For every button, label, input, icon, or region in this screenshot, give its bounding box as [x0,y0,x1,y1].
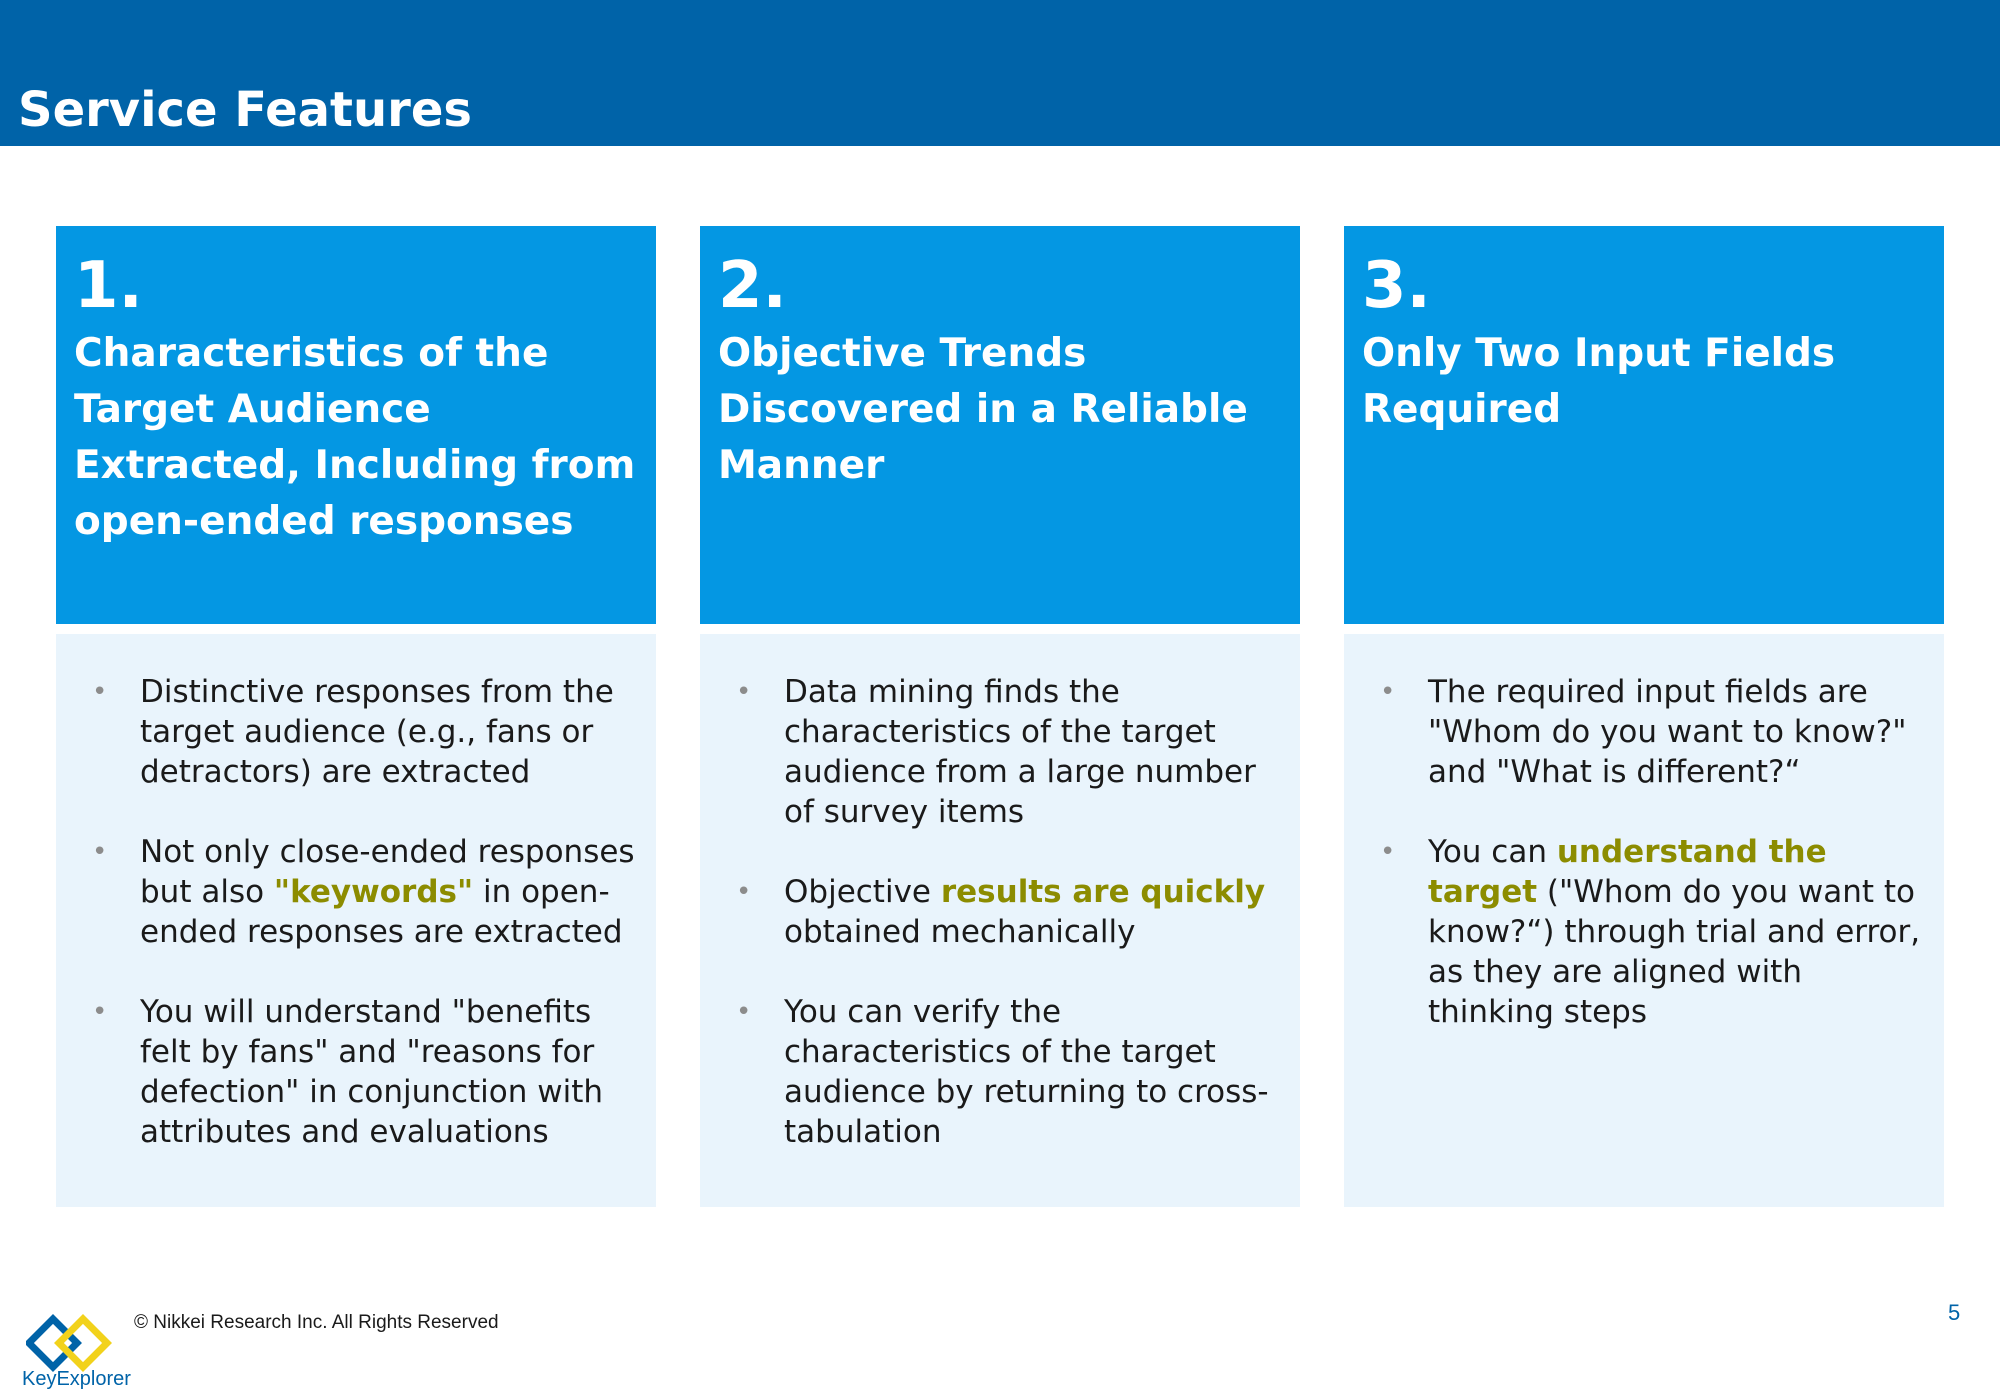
bullet-text: Distinctive responses from the target audience (e.g., fans or detractors) are extracted [140,674,614,790]
card-3-title: Only Two Input Fields Required [1362,331,1836,432]
card-2-title: Objective Trends Discovered in a Reliable Manner [718,331,1248,488]
copyright-text: © Nikkei Research Inc. All Rights Reserved [134,1312,499,1333]
card-1-body [56,634,656,1207]
header-bar [0,0,2000,146]
card-1-title: Characteristics of the Target Audience Extracted, Including from open-ended responses [74,331,636,544]
bullet-text: You can verify the characteristics of the target audience by returning to cross-tabulation [784,994,1269,1150]
card-3-bullets [1364,672,1924,1032]
card-3-number: 3. [1362,249,1431,323]
bullet-text: You will understand "benefits felt by fans" and "reasons for defection" in conjunction with attributes and evaluations [140,994,604,1150]
bullet-dot-icon: • [1380,837,1396,867]
card-1-header [56,226,656,624]
page-title: Service Features [18,82,472,138]
bullet-item [720,992,1280,1152]
card-1-bullets [76,672,636,1152]
card-2-number: 2. [718,249,787,323]
bullet-dot-icon: • [1380,677,1396,707]
bullet-dot-icon: • [736,997,752,1027]
highlight-text: understand the target [1428,834,1827,910]
bullet-text: obtained mechanically [784,914,1136,950]
card-1-number: 1. [74,249,143,323]
bullet-text: The required input fields are "Whom do you want to know?" and "What is different?“ [1428,674,1907,790]
bullet-text: Not only close-ended responses but also [140,834,635,910]
bullet-item [720,672,1280,832]
bullet-item [720,872,1280,952]
card-3-body [1344,634,1944,1207]
bullet-text: You can [1428,834,1557,870]
bullet-text: ("Whom do you want to know?“) through trial and error, as they are aligned with thinking steps [1428,874,1921,1030]
highlight-text: results are quickly [940,874,1266,910]
page-number: 5 [1948,1300,1961,1325]
bullet-item [1364,832,1924,1032]
card-3-header [1344,226,1944,624]
card-2-bullets [720,672,1280,1152]
logo-text: KeyExplorer [22,1368,131,1390]
bullet-text: Data mining finds the characteristics of the target audience from a large number of survey items [784,674,1256,830]
bullet-item [76,672,636,792]
card-2-header [700,226,1300,624]
bullet-item [76,832,636,952]
card-2-body [700,634,1300,1207]
bullet-item [76,992,636,1152]
bullet-dot-icon: • [92,677,108,707]
bullet-dot-icon: • [736,677,752,707]
bullet-dot-icon: • [92,837,108,867]
bullet-dot-icon: • [736,877,752,907]
bullet-text: in open-ended responses are extracted [140,874,623,950]
bullet-text: Objective [784,874,941,910]
highlight-text: "keywords" [273,874,474,910]
bullet-item [1364,672,1924,792]
bullet-dot-icon: • [92,997,108,1027]
